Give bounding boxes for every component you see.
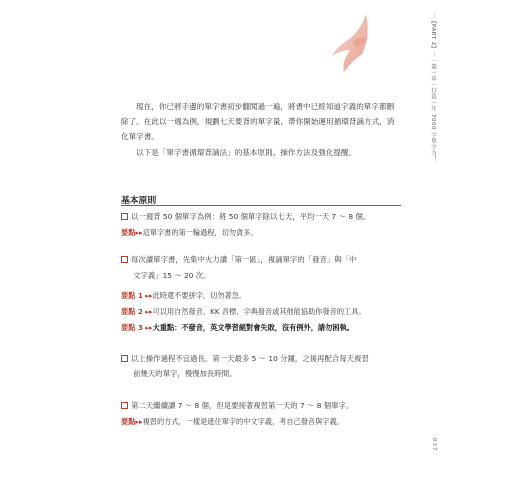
checkbox-square-icon [121, 213, 128, 220]
checkbox-square-icon [121, 355, 128, 362]
checkbox-square-icon [121, 402, 128, 409]
note-item-1: 要點▸▸這單字書的第一輪過程，切勿貪多。 [121, 228, 258, 237]
principle-item-2: 每次讀單字書，先集中火力讀「第一區」，複誦單字的「發音」與「中 [121, 252, 356, 267]
checkbox-square-icon [121, 256, 128, 263]
principle-item-4: 第二天繼續讀 7 ～ 8 個，但是要接著複習第一天的 7 ～ 8 個單字。 [121, 398, 353, 413]
principle-item-3: 以上操作過程不宜過長。第一天最多 5 ～ 10 分鐘，之後再配合每天複習 [121, 351, 369, 366]
note-item-5: 要點▸▸複習的方式，一樣是遮住單字的中文字義，考自己發音與字義。 [121, 417, 344, 426]
intro-paragraph: 現在，你已將手邊的單字書初步翻閱過一遍，將書中已經知道字義的單字都刪除了。在此以一週為例，規劃七天要背的單字量，帶你開始運用循環背誦方式，消化單字書。 [121, 102, 395, 141]
running-header: －【PART 2】－｜第一章｜打造一年 7000 字單字力！ [430, 12, 436, 163]
principle-item-3-continued: 前幾天的單字，慢慢加長時間。 [133, 369, 237, 378]
note-item-2: 要點 1 ▸▸此時還不要拼字，切勿著急。 [121, 291, 247, 300]
bird-illustration [322, 12, 382, 74]
heading-rule [121, 205, 401, 206]
note-item-3: 要點 2 ▸▸可以用自然發音、KK 音標、字典發音或其他能協助你發音的工具。 [121, 307, 366, 316]
principle-item-2-continued: 文字義」15 ～ 20 次。 [133, 271, 211, 280]
page-number: 037 [431, 438, 437, 452]
principle-item-1: 以一週背 50 個單字為例：將 50 個單字除以七天，平均一天 7 ～ 8 個。 [121, 209, 370, 224]
intro-summary: 以下是「單字書循環背誦法」的基本原則、操作方法及強化提醒。 [136, 148, 357, 157]
section-heading: 基本原則 [121, 196, 157, 206]
note-item-4: 要點 3 ▸▸大重點：不發音，英文學習絕對會失敗，沒有例外，請勿困執。 [121, 323, 354, 332]
